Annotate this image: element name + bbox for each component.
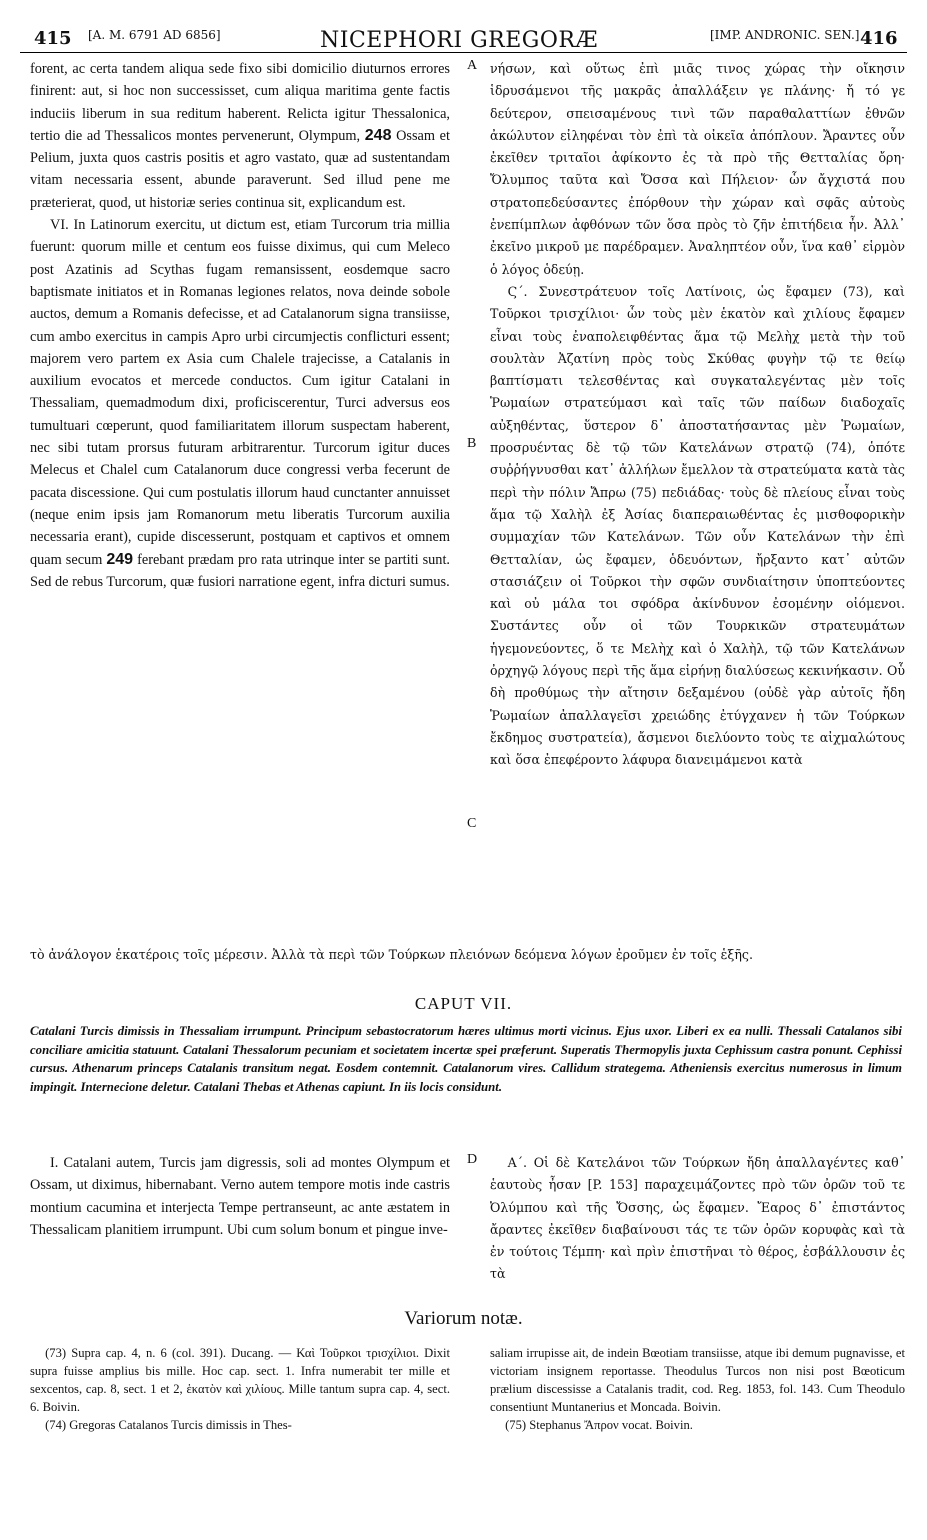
- latin-text-3: VI. In Latinorum exercitu, ut dictum est, etiam Turcorum tria millia fuerunt: quorum mille et centum eos fuisse diximus, qui cum Meleco post Azatinis ad Scythas fugam remansissent, eosdemque sacro baptismate initiatos et in Romanas legiones relatos, nova deinde sobole auctos, demum a Romanis defecisse, et ad Catalanorum signa transiisse, cum ambo exercitus in campis Apro urbi circumjectis conflicturi essent; majorem vero partem ex Asia cum Chalele trajecisse, a Catalanis in auxilium evocatos et mercede conductos. Cum igitur Catalani in Thessaliam, quemadmodum dixi, proficiscerentur, Turci adversus eos tumultuari cœperunt, quod familiaritatem illorum suspectam haberent, nec sibi tutam prorsus futuram arbitrarentur. Turcorum igitur duces Melecus et Chalel cum Catalanorum duce congressi verba fecerunt de pacata discessione. Qui cum postulatis illorum haud cunctanter annuisset (neque enim ipsis jam Romanorum metu liberatis Turcorum auxilia necessaria erant), cupide discesserunt, postquam et captivos et omnem quam secum: [30, 217, 450, 568]
- greek-full-width-line: τὸ ἀνάλογον ἑκατέροις τοῖς μέρεσιν. Ἀλλὰ τὰ περὶ τῶν Τούρκων πλειόνων δεόμενα λόγων ἐροῦμεν ἐν τοῖς ἑξῆς.: [30, 947, 753, 962]
- left-page-number: 415: [34, 28, 72, 49]
- greek-column-chapter: [490, 1152, 905, 1286]
- margin-marker-b: B: [467, 436, 477, 451]
- latin-column-top: [30, 58, 450, 593]
- note-73: (73) Supra cap. 4, n. 6 (col. 391). Ducang. — Καὶ Τοῦρκοι τρισχίλιοι. Dixit supra fuisse amplius bis mille. Hoc cap. sect. 1. Infra numerabit ter mille et sexcentos, cap. 8, sect. 1 et 2, ἑκατὸν καὶ χιλίους. Mille tantum supra cap. 4, sect. 6. Boivin.: [30, 1346, 450, 1414]
- latin-text-2: Ossam et Pelium, juxta quos castris positis et agro vastato, quæ ad sustentandam vitam necessaria essent, abunde paraverunt. Sed illud pene me præterierat, quod, ut historiæ series continua sit, explicandum est.: [30, 127, 450, 211]
- margin-marker-c: C: [467, 816, 477, 831]
- running-header: [20, 18, 907, 53]
- latin-text-1: forent, ac certa tandem aliqua sede fixo sibi domicilio diuturnos errores finirent: aut, si hoc non successisset, cum aliqua maritima gente factis induciis liberum in sua reditum haberent. Relicta igitur Thessalonica, tertio die ad Thessalicos montes pervenerunt, Olympum,: [30, 61, 450, 144]
- column-number-248: 248: [364, 126, 392, 144]
- greek-text-1: νήσων, καὶ οὕτως ἐπὶ μιᾶς τινος χώρας τὴν οἴκησιν ἱδρυσάμενοι τῆς μακρᾶς ἀπαλλάξειν γε πλάνης· ἤ τό γε δεύτερον, σπεισαμένους τινὶ τῶν παραθαλαττίων ἐθνῶν ἀκώλυτον εἰληφέναι τὸν ἐπὶ τὰ οἰκεῖα ἀπόπλουν. Ἄραντες οὖν ἐκεῖθεν τριταῖοι ἀφίκοντο ἐς τὰ πρὸ τῆς Θετταλίας ὄρη· Ὄλυμπος ταῦτα καὶ Ὄσσα καὶ Πήλειον· ὧν ἄγχιστά που στρατοπεδεύσαντες ἐπόρθουν τὴν χώραν καὶ σφᾶς αὐτοὺς ἐνεπίμπλων ἀφθόνων τῶν ὅσα πρὸς τὸ ζῆν ἐπιτήδεια ἦν. Ἀλλ᾽ ἐκεῖνο μικροῦ με παρέδραμεν. Ἀναληπτέον οὖν, ἵνα καθ᾽ εἱρμὸν ὁ λόγος ὁδεύῃ.: [490, 61, 905, 277]
- right-reign-label: [IMP. ANDRONIC. SEN.]: [710, 28, 860, 42]
- top-section: [20, 58, 907, 938]
- chapter-title: CAPUT VII.: [414, 994, 513, 1013]
- note-74-continued: saliam irrupisse ait, de indein Bœotiam transiisse, atque ibi demum pugnavisse, et victoriam insignem reportasse. Theodulus Turcos non nisi post Bœoticum prælium discessisse a Catalanis tradit, cod. Reg. 1853, fol. 143. Cum Theodulo consentiunt Muntanerius et Moncada. Boivin.: [490, 1346, 905, 1414]
- margin-marker-d: D: [467, 1152, 478, 1167]
- chapter-section: [20, 1152, 907, 1312]
- greek-column-top: [490, 58, 905, 772]
- notes-section: [20, 1344, 907, 1524]
- note-74-start: (74) Gregoras Catalanos Turcis dimissis in Thes-: [45, 1418, 292, 1432]
- latin-chapter-text: I. Catalani autem, Turcis jam digressis, soli ad montes Olympum et Ossam, ut diximus, hibernabant. Verno autem tempore motis inde castris montium cacumina et interjecta Tempe pertranseunt, ac ante æstatem in Thessalicam planitiem irrumpunt. Ubi cum solum bonum et pingue inve-: [30, 1155, 450, 1238]
- latin-text-4: ferebant prædam pro rata utrinque inter se partiti sunt. Sed de rebus Turcorum, quæ fusiori narratione egent, infra dicturi sumus.: [30, 551, 450, 590]
- notes-right-column: [490, 1344, 905, 1434]
- right-page-number: 416: [860, 28, 898, 49]
- chapter-summary: Catalani Turcis dimissis in Thessaliam irrumpunt. Principum sebastocratorum hæres ultimus morti vicinus. Ejus uxor. Liberi ex ea nulli. Thessali Catalanos sibi conciliare amicitia statuunt. Catalani Thessalorum pecuniam et societatem incertæ spei præferunt. Superatis Thermopylis juxta Cephissum castra ponunt. Cephissi cursus. Athenarum princeps Catalanis transitum negat. Eosdem contemnit. Catalanorum vires. Callidum strategema. Atheniensis exercitus numerosus in limum impingit. Internecione deletur. Catalani Thebas et Athenas capiunt. In iis locis considunt.: [30, 1024, 902, 1094]
- greek-chapter-text: Α΄. Οἱ δὲ Κατελάνοι τῶν Τούρκων ἤδη ἀπαλλαγέντες καθ᾽ ἑαυτοὺς ἦσαν [P. 153] παραχειμάζοντες πρὸ τῶν ὀρῶν τοῦ τε Ὀλύμπου καὶ τῆς Ὄσσης, ὡς ἔφαμεν. Ἔαρος δ᾽ ἐπιστάντος ἄραντες ἐκεῖθεν διαβαίνουσι τάς τε τῶν ὀρῶν κορυφὰς καὶ τὰ ἐν τούτοις Τέμπη· καὶ πρὶν ἐπιστῆναι τὸ θέρος, ἐσβάλλουσιν ἐς τὰ: [490, 1155, 905, 1282]
- running-title: NICEPHORI GREGORÆ: [320, 28, 598, 53]
- greek-text-2: Ϛ΄. Συνεστράτευον τοῖς Λατίνοις, ὡς ἔφαμεν (73), καὶ Τοῦρκοι τρισχίλιοι· ὧν τοὺς μὲν ἑκατὸν καὶ χιλίους ἔφαμεν εἶναι τοὺς ἐναπολειφθέντας ἅμα τῷ Μελὴχ μετὰ τὴν τοῦ σουλτὰν Ἀζατίνη πρὸς τοὺς Σκύθας φυγὴν τῷ τε θείῳ βαπτίσματι τελεσθέντας καὶ συγκαταλεγέντας μὲν τοῖς Ῥωμαίων στρατεύμασι καὶ ταῖς τῶν παίδων διαδοχαῖς αὐξηθέντας, ὕστερον δ᾽ ἀποστατήσαντας μὲν Ῥωμαίων, προσρυέντας δὲ τῷ τῶν Κατελάνων στρατῷ (74), ὁπότε συῤῥήγνυσθαι κατ᾽ ἀλλήλων ἔμελλον τὰ στρατεύματα κατὰ τὰς περὶ τὴν πόλιν Ἄπρω (75) πεδιάδας· τοὺς δὲ πλείους εἶναι τοὺς ἅμα τῷ Χαλὴλ ἐξ Ἀσίας διαπεραιωθέντας ἐς μισθοφορικὴν συμμαχίαν τῶν Κατελάνων. Τῶν οὖν Κατελάνων τὴν ἐπὶ Θετταλίαν, ὡς ἔφαμεν, ὁδευόντων, ἤρξαντο κατ᾽ αὐτῶν στασιάζειν οἱ Τοῦρκοι τὴν σφῶν συνδιαίτησιν ὑποπτεύοντες καὶ οὐ μάλα τοι σφόδρα ἀκίνδυνον ἐσομένην οἰόμενοι. Συστάντες οὖν οἱ τῶν Τουρκικῶν στρατευμάτων ἡγεμονεύοντες, ὅ τε Μελὴχ καὶ ὁ Χαλὴλ, τῷ τῶν Κατελάνων ὀρχηγῷ λόγους περὶ τῆς ἅμα εἰρήνῃ διαλύσεως κεκινήκασιν. Οὗ δὴ προθύμως τὴν αἴτησιν δεξαμένου (οὐδὲ γὰρ αὐτοῖς ἤδη Ῥωμαίων ἀπαλλαγεῖσι χρειώδης ἐτύγχανεν ἡ τῶν Τούρκων ἔκδημος συστρατεία), ἄσμενοι διελύοντο τοὺς τε αἰχμαλώτους καὶ ὅσα ἐπεφέροντο λάφυρα διανειμάμενοι κατὰ: [490, 283, 905, 768]
- notes-heading: Variorum notæ.: [404, 1308, 523, 1329]
- page: [20, 18, 907, 1528]
- notes-left-column: [30, 1344, 450, 1434]
- left-date-range: [A. M. 6791 AD 6856]: [88, 28, 221, 42]
- column-number-249: 249: [106, 550, 134, 568]
- note-75: (75) Stephanus Ἄπρον vocat. Boivin.: [505, 1418, 693, 1432]
- margin-marker-a: A: [467, 58, 478, 73]
- latin-column-chapter: [30, 1152, 450, 1241]
